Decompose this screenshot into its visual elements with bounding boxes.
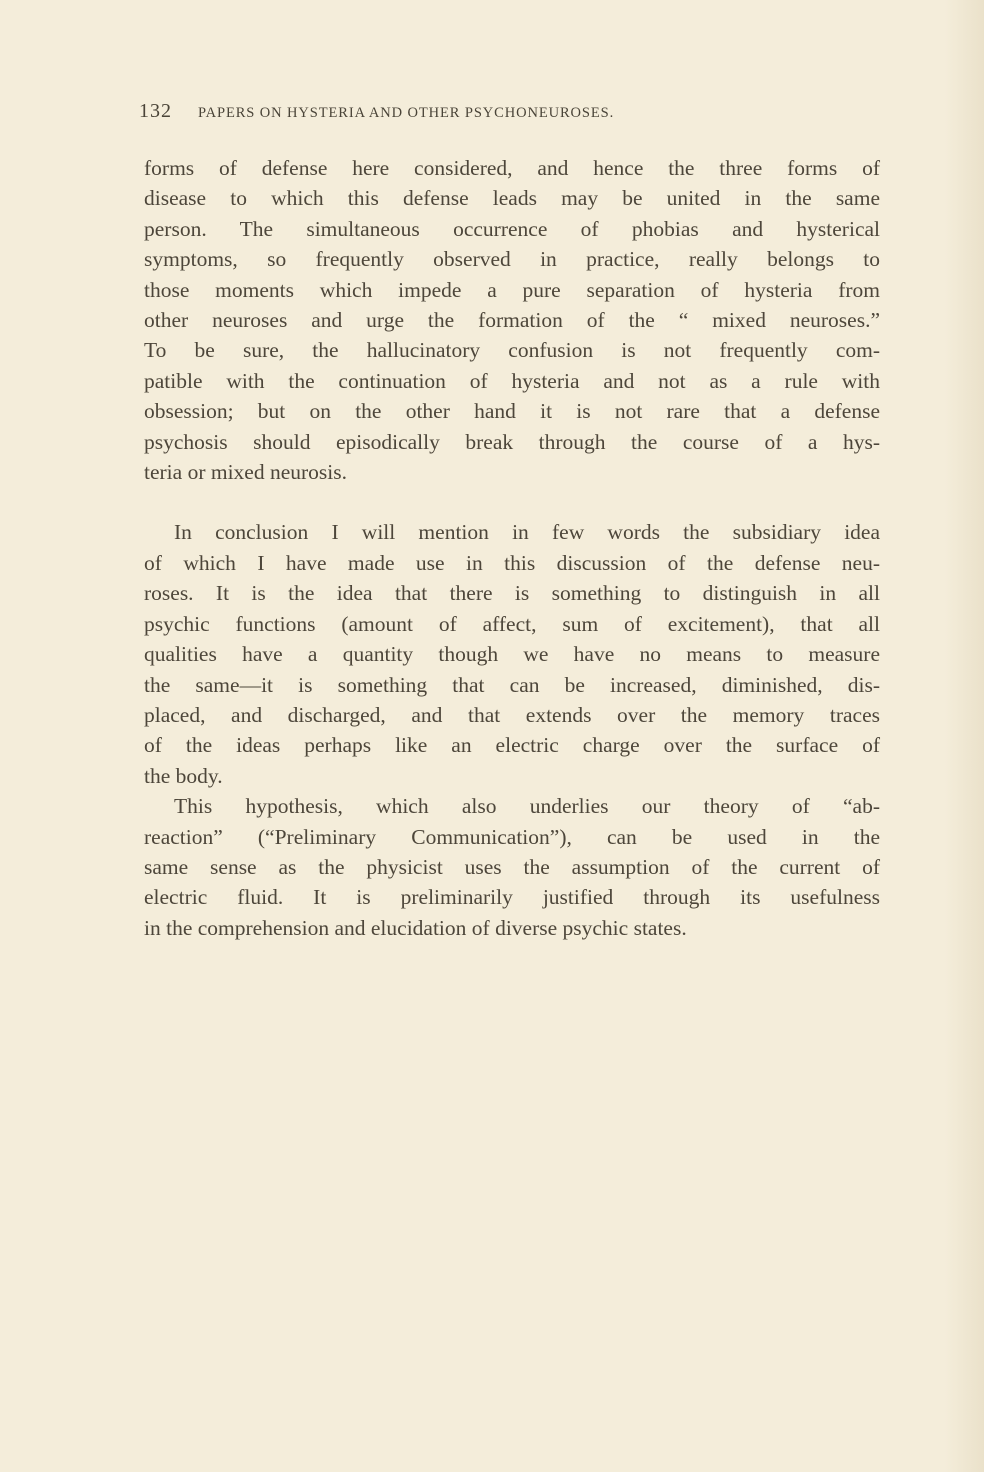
text-line: of the ideas perhaps like an electric charge over the surface of bbox=[144, 733, 880, 758]
text-line: To be sure, the hallucinatory confusion is not frequently com- bbox=[144, 338, 880, 363]
text-line: roses. It is the idea that there is something to distinguish in all bbox=[144, 581, 880, 606]
text-line: qualities have a quantity though we have no means to measure bbox=[144, 642, 880, 667]
paragraph-conclusion bbox=[144, 517, 880, 791]
text-line: of which I have made use in this discussion of the defense neu- bbox=[144, 550, 880, 575]
paragraph-hypothesis bbox=[144, 791, 880, 943]
text-line: in the comprehension and elucidation of diverse psychic states. bbox=[144, 915, 687, 940]
page-number: 132 bbox=[139, 100, 172, 122]
text-line: placed, and discharged, and that extends over the memory traces bbox=[144, 702, 880, 727]
text-line: those moments which impede a pure separation of hysteria from bbox=[144, 277, 880, 302]
text-line: psychic functions (amount of affect, sum of excitement), that all bbox=[144, 611, 880, 636]
body-text bbox=[144, 153, 880, 943]
text-line: the body. bbox=[144, 763, 223, 788]
running-head bbox=[139, 100, 879, 123]
text-line: symptoms, so frequently observed in practice, really belongs to bbox=[144, 247, 880, 272]
paragraph-continuation bbox=[144, 153, 880, 487]
text-line: same sense as the physicist uses the assumption of the current of bbox=[144, 854, 880, 879]
text-line: the same—it is something that can be increased, diminished, dis- bbox=[144, 672, 880, 697]
text-line: This hypothesis, which also underlies our theory of “ab- bbox=[174, 794, 880, 819]
text-line: patible with the continuation of hysteria and not as a rule with bbox=[144, 368, 880, 393]
text-line: psychosis should episodically break through the course of a hys- bbox=[144, 429, 880, 454]
text-line: forms of defense here considered, and hence the three forms of bbox=[144, 156, 880, 180]
text-line: obsession; but on the other hand it is not rare that a defense bbox=[144, 399, 880, 424]
text-line: electric fluid. It is preliminarily justified through its usefulness bbox=[144, 885, 880, 910]
text-line: In conclusion I will mention in few words the subsidiary idea bbox=[174, 520, 880, 545]
text-line: teria or mixed neurosis. bbox=[144, 460, 348, 485]
text-line: disease to which this defense leads may be united in the same bbox=[144, 186, 880, 211]
text-line: person. The simultaneous occurrence of phobias and hysterical bbox=[144, 216, 880, 241]
running-title: PAPERS ON HYSTERIA AND OTHER PSYCHONEUROSES. bbox=[198, 105, 615, 121]
text-line: reaction” (“Preliminary Communication”), can be used in the bbox=[144, 824, 880, 849]
paragraph-spacer bbox=[144, 487, 880, 517]
text-line: other neuroses and urge the formation of the “ mixed neuroses.” bbox=[144, 308, 880, 333]
